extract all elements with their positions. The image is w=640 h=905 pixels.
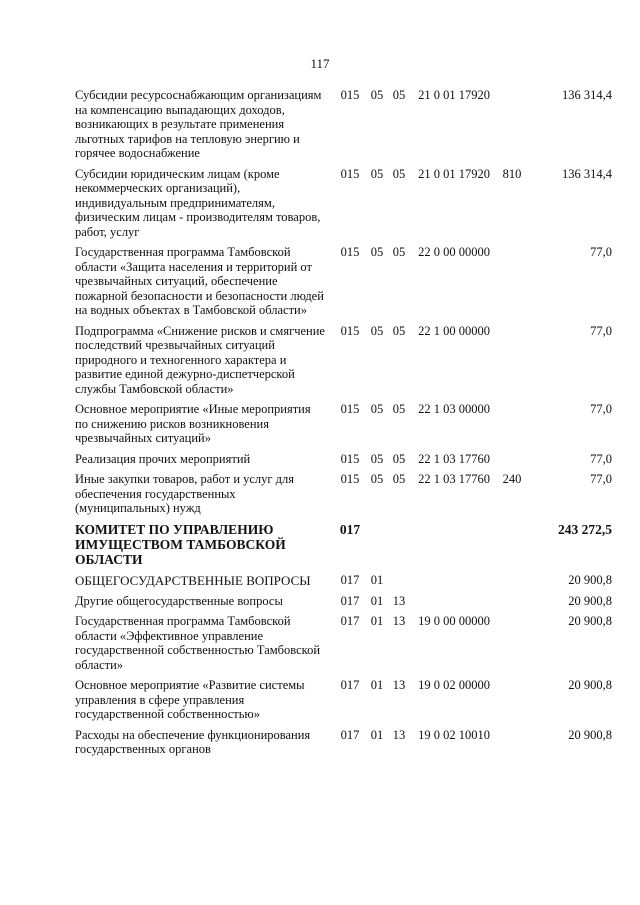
expense-type-code: [497, 245, 527, 324]
row-name: Расходы на обеспечение функционирования государственных органов: [75, 727, 311, 756]
table-row: [75, 167, 615, 246]
section-code: 05: [370, 245, 384, 259]
section-code: 01: [370, 572, 384, 587]
target-item-code: 22 0 00 00000: [418, 245, 490, 259]
admin-code: 017: [340, 614, 360, 628]
expense-type-code: [497, 594, 527, 615]
table-row: [75, 88, 615, 167]
subsection-code: 05: [392, 472, 406, 486]
subsection-code: 05: [392, 166, 406, 181]
expense-type-code: [497, 402, 527, 452]
target-item-code: 22 1 03 00000: [418, 402, 490, 416]
target-item-code: [411, 573, 497, 594]
table-row: [75, 573, 615, 594]
section-code: 05: [370, 472, 384, 486]
expense-type-code: [497, 88, 527, 167]
subsection-code: 05: [392, 88, 406, 102]
table-row: [75, 402, 615, 452]
amount: 20 900,8: [568, 593, 612, 608]
row-name: Иные закупки товаров, работ и услуг для обеспечения государственных (муниципальных) нужд: [75, 472, 295, 515]
expense-type-code: 810: [502, 166, 522, 181]
subsection-code: [387, 573, 411, 594]
amount: 77,0: [590, 451, 612, 466]
expense-type-code: [497, 678, 527, 728]
admin-code: 015: [340, 472, 360, 486]
admin-code: 017: [340, 593, 360, 608]
target-item-code: 22 1 03 17760: [418, 451, 490, 466]
row-name: Субсидии юридическим лицам (кроме некоммерческих организаций), индивидуальным предпринимателям, физическим лицам - производителям товаров, работ, услуг: [75, 166, 321, 239]
row-name: Реализация прочих мероприятий: [75, 451, 251, 466]
section-code: 05: [370, 166, 384, 181]
table-row: [75, 472, 615, 522]
table-row: [75, 522, 615, 573]
admin-code: 015: [340, 451, 360, 466]
target-item-code: 19 0 02 00000: [418, 678, 490, 692]
target-item-code: 21 0 01 17920: [418, 166, 490, 181]
row-name: Основное мероприятие «Развитие системы управления в сфере управления государственной собственностью»: [75, 678, 305, 721]
section-code: 05: [370, 88, 384, 102]
row-name: Государственная программа Тамбовской области «Эффективное управление государственной собственностью Тамбовской области»: [75, 614, 321, 672]
admin-code: 015: [340, 402, 360, 416]
subsection-code: 13: [392, 614, 406, 628]
target-item-code: 19 0 02 10010: [418, 727, 490, 742]
row-name: КОМИТЕТ ПО УПРАВЛЕНИЮ ИМУЩЕСТВОМ ТАМБОВСКОЙ ОБЛАСТИ: [75, 521, 286, 567]
row-name: Подпрограмма «Снижение рисков и смягчение последствий чрезвычайных ситуаций природного и техногенного характера и развитие единой дежурно-диспетчерской службы Тамбовской области»: [75, 323, 325, 396]
subsection-code: 05: [392, 451, 406, 466]
section-code: 05: [370, 451, 384, 466]
amount: 77,0: [590, 472, 612, 486]
target-item-code: [411, 594, 497, 615]
table-row: [75, 324, 615, 403]
subsection-code: [387, 522, 411, 573]
row-name: ОБЩЕГОСУДАРСТВЕННЫЕ ВОПРОСЫ: [75, 572, 311, 588]
amount: 77,0: [590, 245, 612, 259]
target-item-code: 19 0 00 00000: [418, 614, 490, 628]
amount: 77,0: [590, 402, 612, 416]
target-item-code: 22 1 00 00000: [418, 323, 490, 338]
admin-code: 017: [340, 572, 360, 587]
expense-type-code: [497, 573, 527, 594]
section-code: [367, 522, 387, 573]
amount: 77,0: [590, 323, 612, 338]
admin-code: 017: [340, 678, 360, 692]
amount: 136 314,4: [562, 166, 612, 181]
row-name: Государственная программа Тамбовской области «Защита населения и территорий от чрезвычайных ситуаций, обеспечение пожарной безопасности и безопасности людей на водных объектах в Тамбовской области»: [75, 245, 324, 317]
amount: 136 314,4: [562, 88, 612, 102]
admin-code: 015: [340, 245, 360, 259]
page-number: 117: [310, 56, 330, 71]
table-row: [75, 678, 615, 728]
section-code: 05: [370, 402, 384, 416]
section-code: 01: [370, 614, 384, 628]
expense-type-code: [497, 452, 527, 473]
section-code: 01: [370, 727, 384, 742]
amount: 20 900,8: [568, 678, 612, 692]
expense-type-code: [497, 728, 527, 763]
admin-code: 015: [340, 166, 360, 181]
admin-code: 015: [340, 88, 360, 102]
admin-code: 017: [340, 727, 360, 742]
section-code: 05: [370, 323, 384, 338]
target-item-code: 21 0 01 17920: [418, 88, 490, 102]
amount: 20 900,8: [568, 614, 612, 628]
amount: 20 900,8: [568, 727, 612, 742]
budget-table: [75, 88, 615, 763]
table-row: [75, 594, 615, 615]
target-item-code: 22 1 03 17760: [418, 472, 490, 486]
amount: 20 900,8: [568, 572, 612, 587]
table-row: [75, 245, 615, 324]
subsection-code: 05: [392, 323, 406, 338]
subsection-code: 13: [392, 727, 406, 742]
row-name: Субсидии ресурсоснабжающим организациям на компенсацию выпадающих доходов, возникающих в результате применения льготных тарифов на тепловую энергию и горячее водоснабжение: [75, 88, 322, 160]
target-item-code: [411, 522, 497, 573]
admin-code: 017: [339, 521, 361, 537]
expense-type-code: [497, 324, 527, 403]
subsection-code: 05: [392, 402, 406, 416]
amount: 243 272,5: [558, 521, 612, 537]
subsection-code: 13: [392, 593, 406, 608]
table-row: [75, 452, 615, 473]
table-row: [75, 614, 615, 678]
section-code: 01: [370, 678, 384, 692]
table-row: [75, 728, 615, 763]
subsection-code: 13: [392, 678, 406, 692]
expense-type-code: [497, 522, 527, 573]
row-name: Основное мероприятие «Иные мероприятия по снижению рисков возникновения чрезвычайных ситуаций»: [75, 402, 311, 445]
section-code: 01: [370, 593, 384, 608]
expense-type-code: 240: [502, 472, 522, 486]
subsection-code: 05: [392, 245, 406, 259]
expense-type-code: [497, 614, 527, 678]
admin-code: 015: [340, 323, 360, 338]
row-name: Другие общегосударственные вопросы: [75, 593, 283, 608]
